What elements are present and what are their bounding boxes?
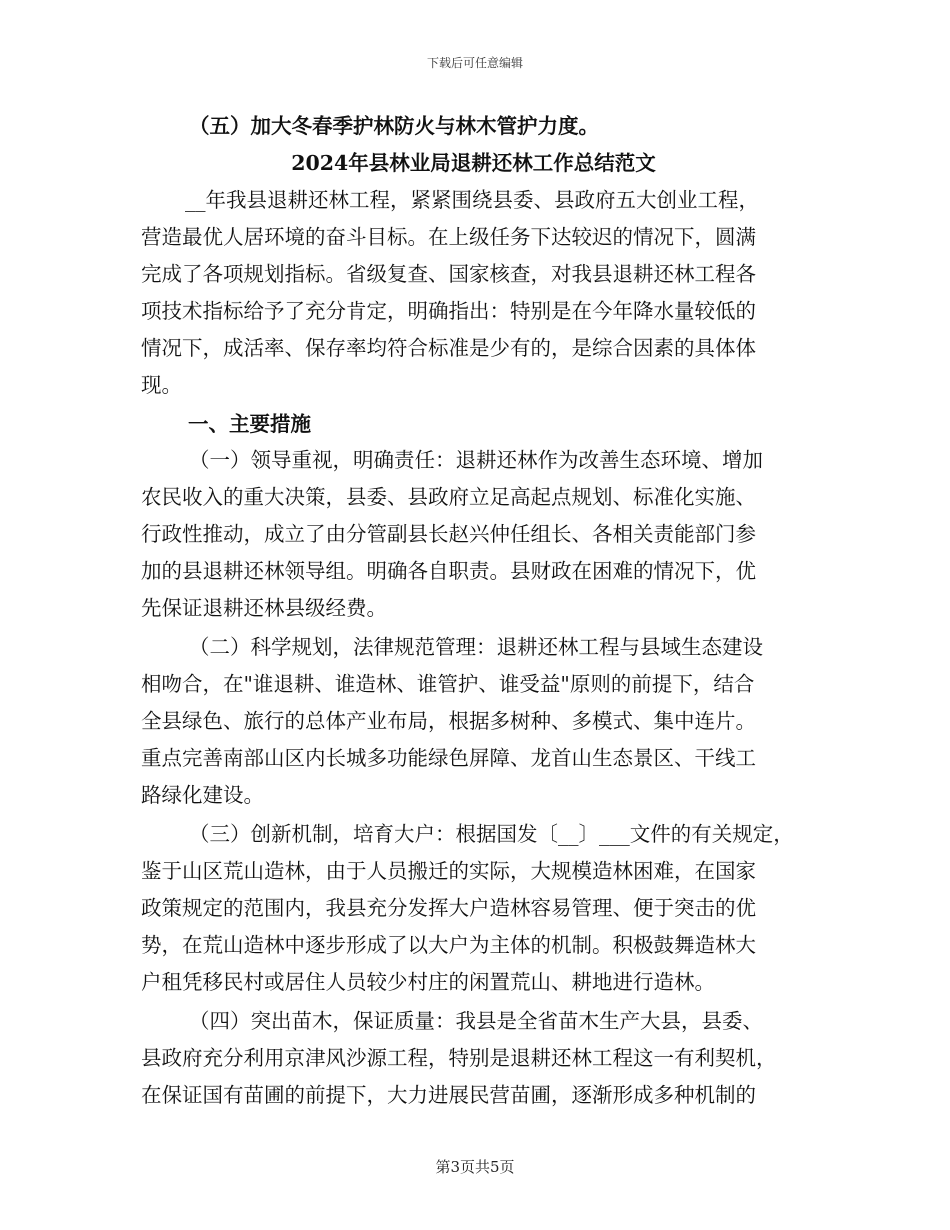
para-two-line: 路绿化建设。 [141,783,264,807]
section-five-heading: （五）加大冬春季护林防火与林木管护力度。 [189,114,599,138]
para-one-line: 先保证退耕还林县级经费。 [141,596,387,620]
para-two-line: 重点完善南部山区内长城多功能绿色屏障、龙首山生态景区、干线工 [141,746,756,770]
para-one-line: 行政性推动，成立了由分管副县长赵兴仲任组长、各相关责能部门参 [141,522,756,546]
para-one-line: （一）领导重视，明确责任：退耕还林作为改善生态环境、增加 [189,448,763,472]
intro-line: 现。 [141,373,182,397]
para-four-line: 在保证国有苗圃的前提下，大力进展民营苗圃，逐渐形成多种机制的 [141,1083,756,1107]
para-one-line: 农民收入的重大决策，县委、县政府立足高起点规划、标准化实施、 [141,485,756,509]
page-number: 第3页共5页 [435,1158,515,1176]
para-four-line: （四）突出苗木，保证质量：我县是全省苗木生产大县，县委、 [189,1009,763,1033]
para-three-line: 政策规定的范围内，我县充分发挥大户造林容易管理、便于突击的优 [141,896,756,920]
download-note: 下载后可任意编辑 [426,56,523,70]
measures-heading: 一、主要措施 [188,412,311,436]
para-two-line: （二）科学规划，法律规范管理：退耕还林工程与县域生态建设 [189,635,763,659]
para-three-line: （三）创新机制，培育大户：根据国发〔__〕___文件的有关规定， [189,822,794,846]
document-title: 2024年县林业局退耕还林工作总结范文 [291,151,656,175]
intro-line: 营造最优人居环境的奋斗目标。在上级任务下达较迟的情况下，圆满 [141,225,756,249]
para-three-line: 势，在荒山造林中逐步形成了以大户为主体的机制。积极鼓舞造林大 [141,933,756,957]
para-three-line: 鉴于山区荒山造林，由于人员搬迁的实际，大规模造林困难，在国家 [141,859,756,883]
para-two-line: 相吻合，在"谁退耕、谁造林、谁管护、谁受益"原则的前提下，结合 [141,672,755,696]
para-two-line: 全县绿色、旅行的总体产业布局，根据多树种、多模式、集中连片。 [141,709,756,733]
para-one-line: 加的县退耕还林领导组。明确各自职责。县财政在困难的情况下，优 [141,559,756,583]
intro-line: 完成了各项规划指标。省级复查、国家核查，对我县退耕还林工程各 [141,262,756,286]
para-three-line: 户租凭移民村或居住人员较少村庄的闲置荒山、耕地进行造林。 [141,970,715,994]
intro-line: 情况下，成活率、保存率均符合标准是少有的，是综合因素的具体体 [141,336,756,360]
intro-line: __年我县退耕还林工程，紧紧围绕县委、县政府五大创业工程， [185,188,759,212]
para-four-line: 县政府充分利用京津风沙源工程，特别是退耕还林工程这一有利契机， [141,1046,777,1070]
intro-line: 项技术指标给予了充分肯定，明确指出：特别是在今年降水量较低的 [141,299,756,323]
